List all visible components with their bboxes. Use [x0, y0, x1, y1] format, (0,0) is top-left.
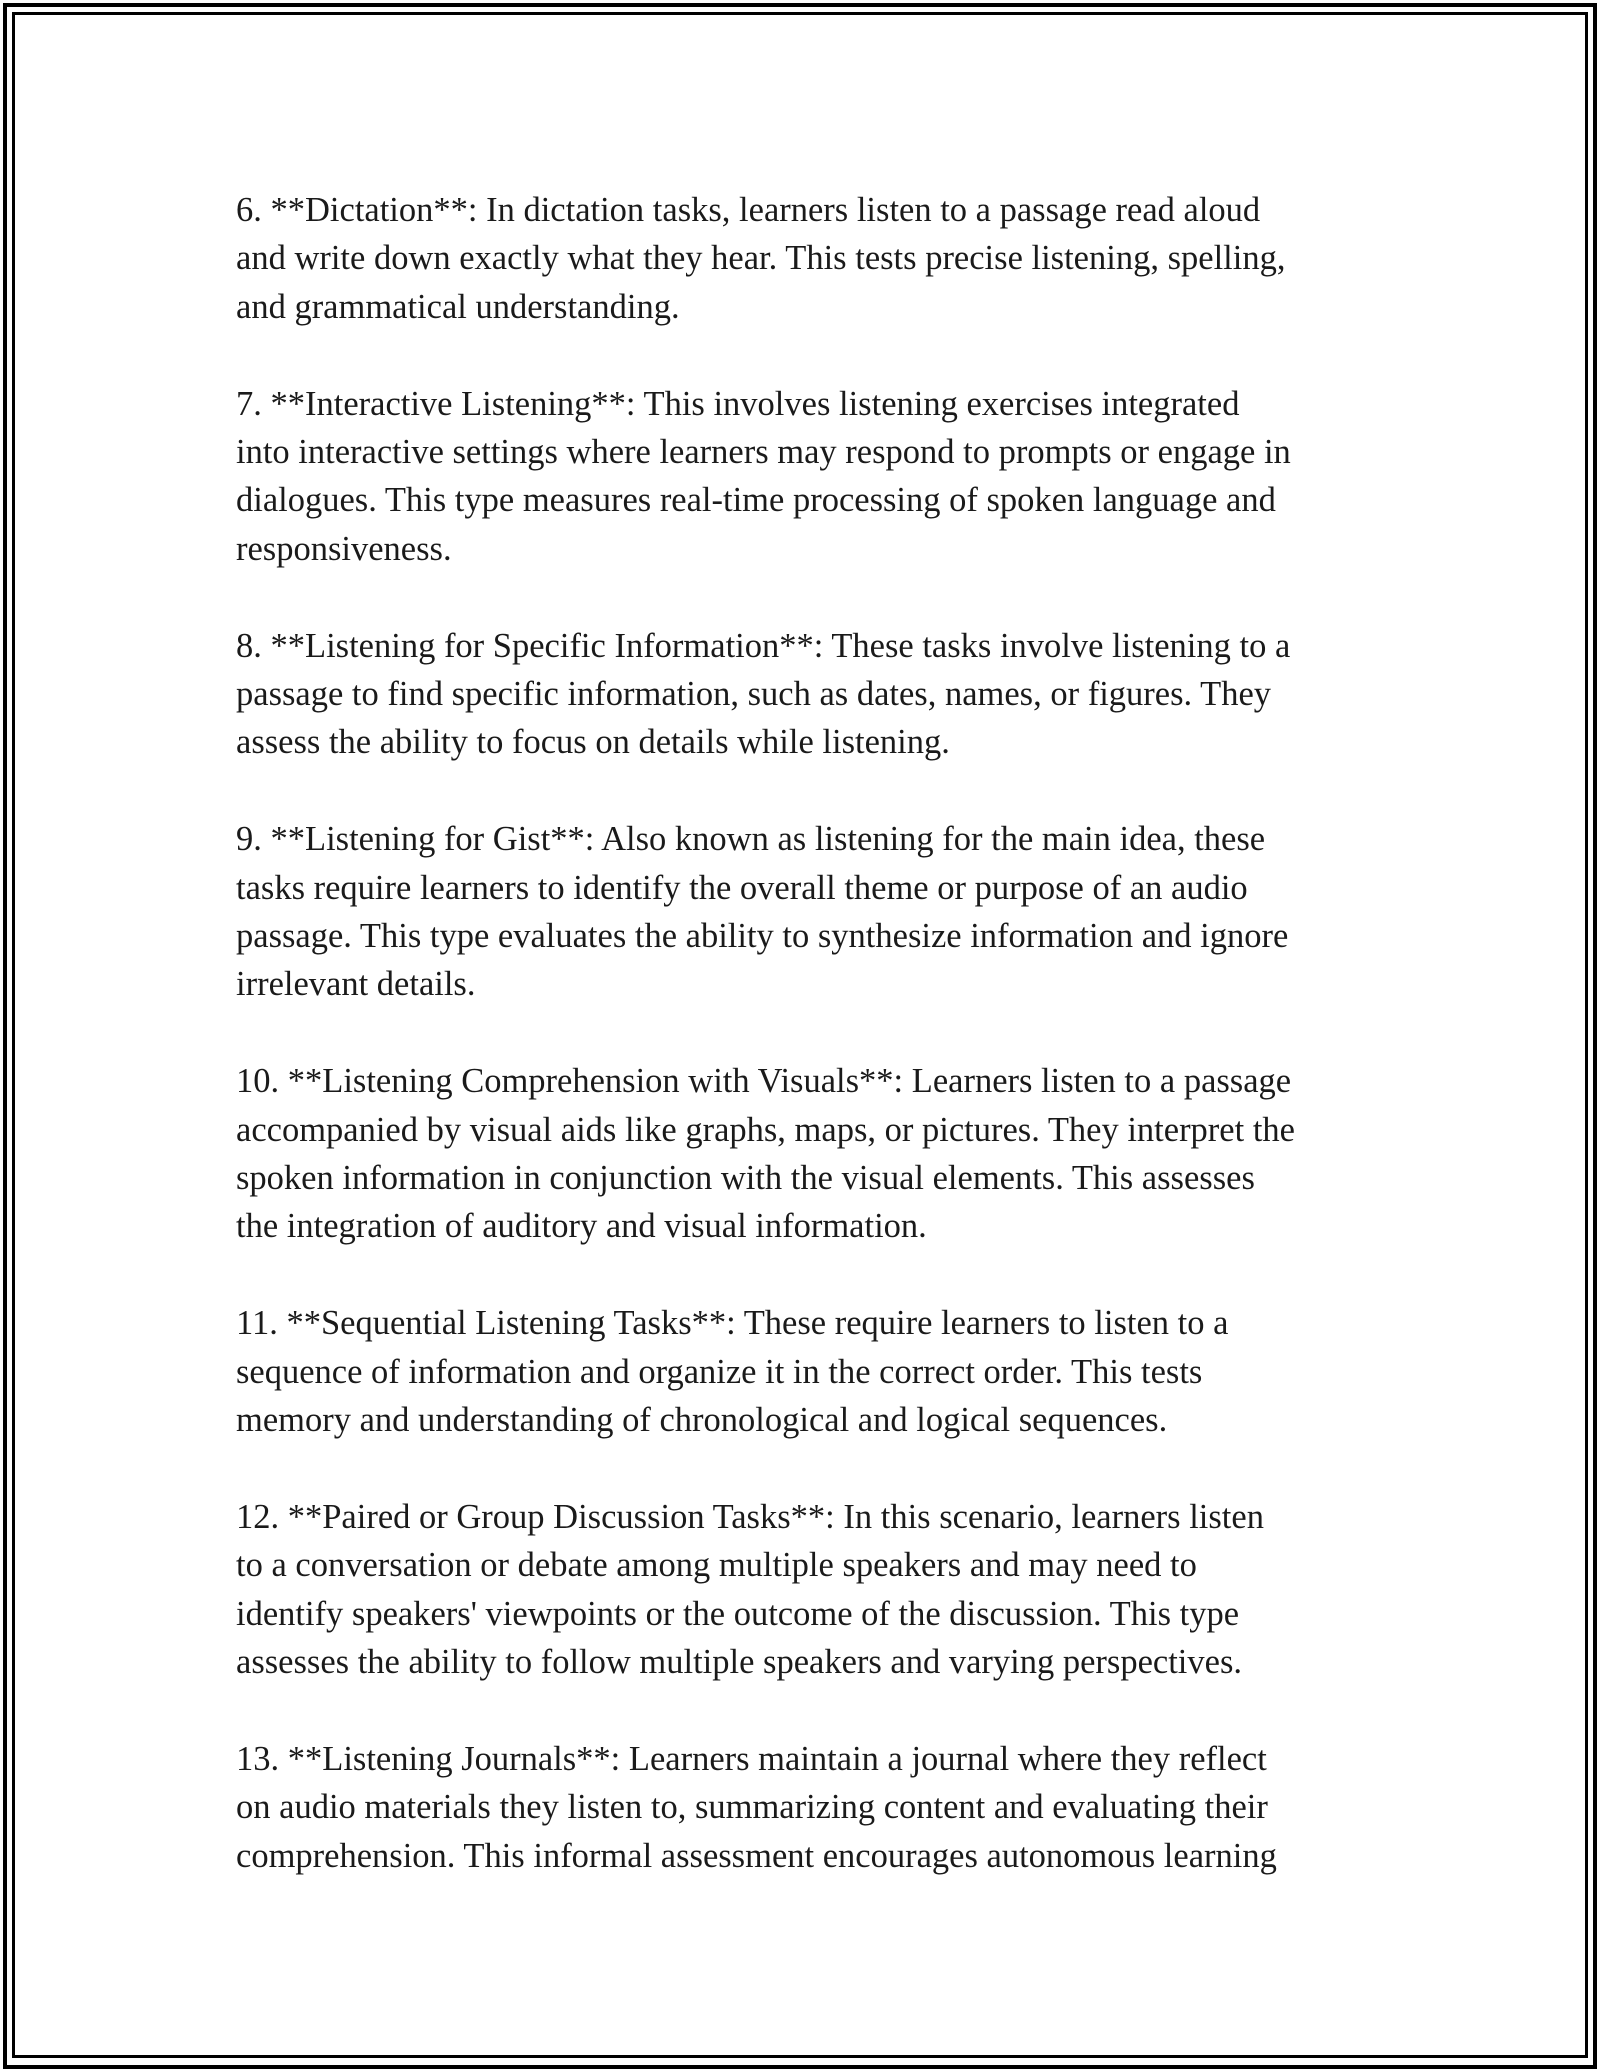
text-line: comprehension. This informal assessment encourages autonomous learning	[236, 1836, 1277, 1875]
text-line: irrelevant details.	[236, 965, 476, 1004]
text-line: 8. **Listening for Specific Information**: These tasks involve listening to a	[236, 626, 1291, 665]
list-item-group-discussion	[236, 1493, 1372, 1687]
list-item-listening-for-gist	[236, 815, 1372, 1009]
text-line: memory and understanding of chronological and logical sequences.	[236, 1401, 1168, 1440]
list-item-comprehension-with-visuals	[236, 1057, 1372, 1251]
text-line: responsiveness.	[236, 529, 452, 568]
list-item-listening-journals	[236, 1735, 1372, 1880]
document-body	[236, 186, 1372, 1880]
text-line: to a conversation or debate among multiple speakers and may need to	[236, 1546, 1197, 1585]
text-line: spoken information in conjunction with the visual elements. This assesses	[236, 1159, 1255, 1198]
text-line: 13. **Listening Journals**: Learners maintain a journal where they reflect	[236, 1739, 1267, 1778]
text-line: passage. This type evaluates the ability to synthesize information and ignore	[236, 917, 1289, 956]
text-line: passage to find specific information, such as dates, names, or figures. They	[236, 675, 1272, 714]
text-line: 9. **Listening for Gist**: Also known as listening for the main idea, these	[236, 820, 1266, 859]
text-line: into interactive settings where learners may respond to prompts or engage in	[236, 433, 1291, 472]
text-line: tasks require learners to identify the overall theme or purpose of an audio	[236, 868, 1248, 907]
text-line: 10. **Listening Comprehension with Visuals**: Learners listen to a passage	[236, 1062, 1292, 1101]
text-line: dialogues. This type measures real-time processing of spoken language and	[236, 481, 1276, 520]
text-line: 11. **Sequential Listening Tasks**: These require learners to listen to a	[236, 1304, 1229, 1343]
text-line: and write down exactly what they hear. This tests precise listening, spelling,	[236, 239, 1286, 278]
text-line: 6. **Dictation**: In dictation tasks, learners listen to a passage read aloud	[236, 191, 1261, 229]
text-line: accompanied by visual aids like graphs, maps, or pictures. They interpret the	[236, 1110, 1295, 1149]
text-line: assesses the ability to follow multiple speakers and varying perspectives.	[236, 1643, 1243, 1682]
list-item-sequential-listening	[236, 1299, 1372, 1444]
text-line: identify speakers' viewpoints or the outcome of the discussion. This type	[236, 1594, 1240, 1633]
text-line: assess the ability to focus on details while listening.	[236, 723, 950, 762]
text-line: sequence of information and organize it in the correct order. This tests	[236, 1352, 1203, 1391]
text-line: 12. **Paired or Group Discussion Tasks**: In this scenario, learners listen	[236, 1497, 1264, 1536]
list-item-dictation	[236, 186, 1372, 331]
text-line: the integration of auditory and visual information.	[236, 1207, 927, 1246]
list-item-specific-information	[236, 622, 1372, 767]
text-line: 7. **Interactive Listening**: This involves listening exercises integrated	[236, 384, 1240, 423]
text-line: and grammatical understanding.	[236, 287, 680, 326]
list-item-interactive-listening	[236, 380, 1372, 574]
text-line: on audio materials they listen to, summarizing content and evaluating their	[236, 1788, 1268, 1827]
